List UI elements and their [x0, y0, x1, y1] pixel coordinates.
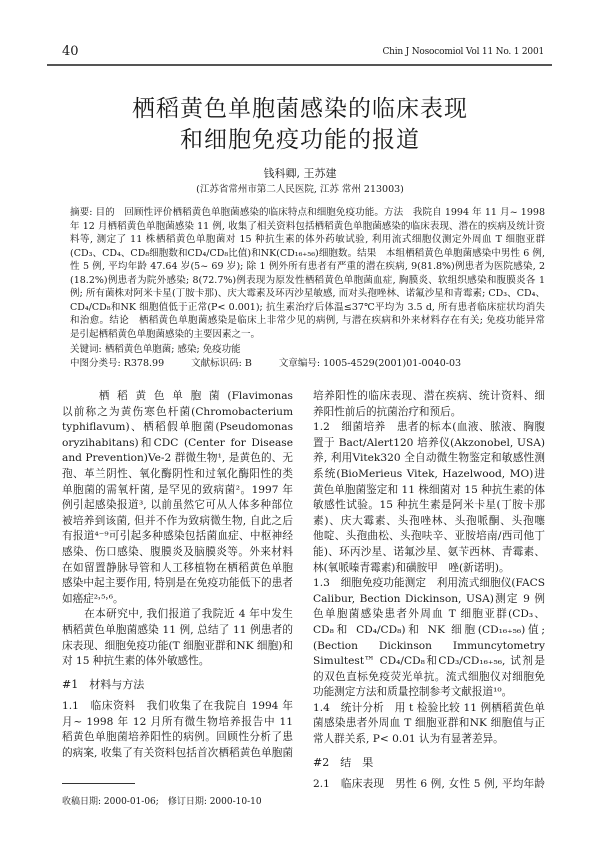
- text-line: 黄色单胞菌鉴定和 11 株细菌对 15 种抗生素的体: [313, 483, 545, 496]
- text-line: 性 5 例, 平均年龄 47.64 岁(5~ 69 岁); 除 1 例外所有患者有严重的潜在疾病, 9(81.8%)例患者为医院感染, 2: [70, 261, 545, 272]
- text-line: 是引起栖稻黄色单胞菌感染的主要因素之一。: [70, 328, 261, 340]
- text-line: 例; 所有菌株对阿米卡星(丁胺卡那)、庆大霉素及环丙沙星敏感, 而对头孢唑林、诺氟沙星和青霉素; CD₃、CD₄、: [70, 288, 545, 299]
- text-line: 敏感性试验。15 种抗生素是阿米卡星(丁胺卡那: [313, 499, 545, 512]
- text-line: 菌感染患者外周血 T 细胞亚群和NK 细胞值与正: [313, 717, 545, 730]
- text-line: (CD₃、CD₄、CD₈细胞数和CD₄/CD₈比值)和NK(CD₁₆₊₅₆)细胞数。结果 本组栖稻黄色单胞菌感染中男性 6 例,: [70, 247, 545, 259]
- text-line: 1.4 统计分析 用 t 检验比较 11 例栖稻黄色单: [313, 701, 545, 714]
- text-line: 稻黄色单胞菌培养阳性的病例。回顾性分析了患: [62, 731, 293, 744]
- text-line: 感染中起主要作用, 特别是在免疫功能低下的患者: [62, 577, 293, 590]
- text-line: 1.1 临床资料 我们收集了在我院自 1994 年: [62, 700, 293, 713]
- text-line: 培养阳性的临床表现、潜在疾病、统计资料、细: [313, 390, 545, 402]
- text-line: and Prevention)Ve-2 群微生物¹, 是黄色的、无: [62, 452, 293, 465]
- header-rule: [47, 64, 552, 66]
- text-line: 功能测定方法和质量控制参考文献报道¹⁰。: [313, 686, 513, 699]
- text-line: 常人群关系, P< 0.01 认为有显著差异。: [313, 733, 504, 746]
- article-title-line-1: 栖稻黄色单胞菌感染的临床表现: [132, 96, 468, 122]
- text-line: CD₈和 CD₄/CD₈)和 NK 细胞(CD₁₆₊₅₆)值;: [313, 623, 545, 636]
- text-line: (18.2%)例患者为院外感染; 8(72.7%)例表现为原发性栖稻黄色单胞菌血症, 胸膜炎、软组织感染和腹膜炎各 1: [70, 274, 545, 286]
- clc-number: 中图分类号: R378.99: [70, 358, 165, 369]
- text-line: 系统(BioMerieus Vitek, Hazelwood, MO)进: [313, 467, 545, 480]
- text-line: 1.3 细胞免疫功能测定 利用流式细胞仪(FACS: [313, 577, 545, 590]
- text-line: 如癌症²˒⁵˒⁶。: [62, 592, 124, 605]
- text-line: 他啶、头孢曲松、头孢呋辛、亚胺培南/西司他丁: [313, 530, 545, 543]
- text-line: 对 15 种抗生素的体外敏感性。: [62, 655, 210, 668]
- text-line: 月~ 1998 年 12 月所有微生物培养报告中 11: [62, 715, 293, 728]
- footnote-rule: [62, 783, 135, 784]
- page-number: 40: [62, 44, 79, 59]
- section-heading: #2 结 果: [313, 755, 374, 769]
- text-line: 栖稻黄色单胞菌(Flavimonas: [98, 390, 293, 402]
- authors: 钱科卿, 王苏建: [263, 167, 337, 180]
- text-line: 单胞菌的需氧杆菌, 是罕见的致病菌²。1997 年: [62, 483, 293, 496]
- text-line: 年 12 月栖稻黄色单胞菌感染 11 例, 收集了相关资料包括栖稻黄色单胞菌感染的临床表现、潜在的疾病及统计资: [70, 220, 545, 232]
- received-dates-footnote: 收稿日期: 2000-01-06; 修订日期: 2000-10-10: [62, 797, 262, 807]
- text-line: 以前称之为黄伤寒色杆菌(Chromobacterium: [62, 405, 293, 418]
- text-line: 林(氧哌嗪青霉素)和磺胺甲 唑(新诺明)。: [313, 561, 510, 574]
- text-line: 被培养到该菌, 但并不作为致病微生物, 自此之后: [62, 514, 293, 527]
- text-line: Simultest™ CD₄/CD₈和CD₃/CD₁₆₊₅₆, 试剂是: [313, 655, 545, 668]
- text-line: CD₄/CD₈和NK 细胞值低于正常(P< 0.001); 抗生素治疗后体温≤37℃平均为 3.5 d, 所有患者临床症状均消失: [70, 301, 545, 313]
- text-line: 置于 Bact/Alert120 培养仪(Akzonobel, USA): [313, 436, 545, 449]
- text-line: 的病案, 收集了有关资料包括首次栖稻黄色单胞菌: [62, 747, 293, 760]
- text-line: (Bection Dickinson Immuncytometry: [313, 639, 545, 652]
- text-line: 色单胞菌感染患者外周血 T 细胞亚群(CD₃、: [313, 608, 545, 621]
- text-line: 养, 利用Vitek320 全自动微生物鉴定和敏感性测: [313, 452, 545, 465]
- body-right-column: [313, 389, 545, 793]
- text-line: 2.1 临床表现 男性 6 例, 女性 5 例, 平均年龄: [313, 778, 545, 791]
- text-line: 素)、庆大霉素、头孢唑林、头孢哌酮、头孢噻: [313, 514, 545, 527]
- text-line: 的双色直标免疫荧光单抗。流式细胞仪对细胞免: [313, 670, 545, 683]
- text-line: 感染、伤口感染、腹膜炎及脑膜炎等。外来材料: [62, 545, 293, 558]
- text-line: 在如留置静脉导管和人工移植物在栖稻黄色单胞: [62, 561, 293, 574]
- text-line: 在本研究中, 我们报道了我院近 4 年中发生: [84, 608, 293, 621]
- text-line: 养阳性前后的抗菌治疗和预后。: [313, 405, 462, 418]
- affiliation: (江苏省常州市第二人民医院, 江苏 常州 213003): [196, 184, 404, 195]
- body-left-column: [62, 389, 293, 762]
- article-title-line-2: 和细胞免疫功能的报道: [180, 127, 420, 153]
- text-line: typhiflavum)、栖稻假单胞菌(Pseudomonas: [62, 421, 293, 434]
- classification-info: [70, 355, 545, 369]
- text-line: 床表现、细胞免疫功能(T 细胞亚群和NK 细胞)和: [62, 639, 293, 652]
- text-line: 有报道⁴⁻⁹可引起多种感染包括菌血症、中枢神经: [62, 530, 293, 543]
- keywords: 关键词: 栖稻黄色单胞菌; 感染; 免疫功能: [70, 344, 241, 355]
- text-line: 孢、革兰阴性、氧化酶阴性和过氧化酶阳性的类: [62, 467, 293, 480]
- text-line: 摘要: 目的 回顾性评价栖稻黄色单胞菌感染的临床特点和细胞免疫功能。方法 我院自 1994 年 11 月~ 1998: [70, 207, 545, 218]
- text-line: oryzihabitans)和CDC (Center for Disease: [62, 436, 293, 449]
- text-line: 和治愈。结论 栖稻黄色单胞菌感染是临床上非常少见的病例, 与潜在疾病和外来材料存在有关; 免疫功能异常: [70, 315, 545, 326]
- text-line: 1.2 细菌培养 患者的标本(血液、脓液、胸腹: [313, 421, 545, 434]
- text-line: 例引起感染报道³, 以前虽然它可从人体多种部位: [62, 499, 293, 512]
- journal-citation: Chin J Nosocomiol Vol 11 No. 1 2001: [382, 47, 544, 57]
- section-heading: #1 材料与方法: [62, 677, 145, 691]
- text-line: Calibur, Bection Dickinson, USA)测定 9 例: [313, 592, 545, 605]
- article-number: 文章编号: 1005-4529(2001)01-0040-03: [278, 358, 462, 369]
- text-line: 能)、环丙沙星、诺氟沙星、氨苄西林、青霉素、: [313, 545, 545, 558]
- text-line: 料等, 测定了 11 株栖稻黄色单胞菌对 15 种抗生素的体外药敏试验, 利用流式细胞仪测定外周血 T 细胞亚群: [70, 234, 545, 245]
- document-code: 文献标识码: B: [191, 358, 252, 369]
- text-line: 栖稻黄色单胞菌感染 11 例, 总结了 11 例患者的: [62, 623, 293, 636]
- abstract: [70, 206, 545, 341]
